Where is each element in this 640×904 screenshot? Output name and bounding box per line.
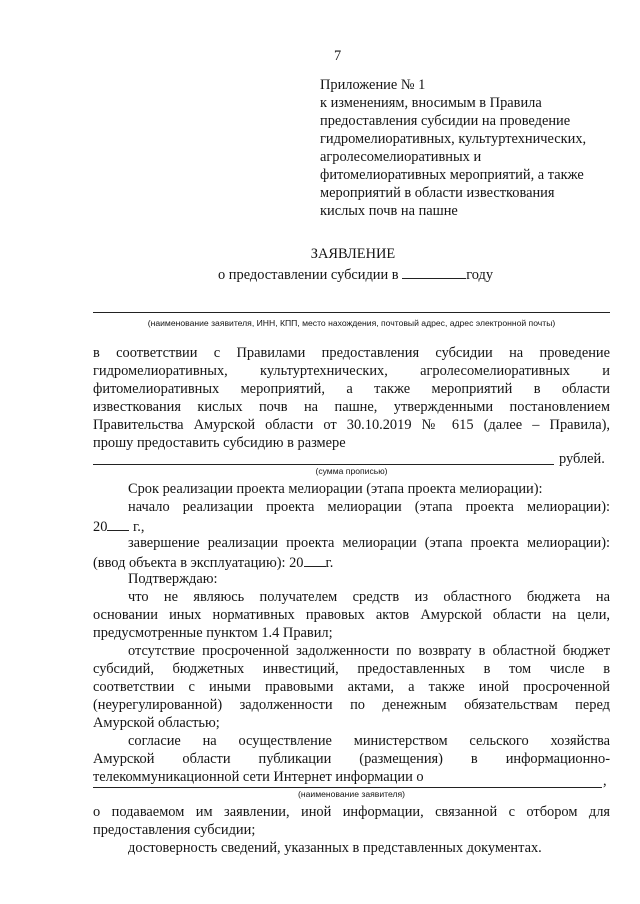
appendix-line: к изменениям, вносимым в Правила [320,95,542,111]
start-year-suffix: г., [133,519,145,535]
term-end: завершение реализации проекта мелиорации (этапа проекта мелиорации): [128,535,610,551]
term-heading: Срок реализации проекта мелиорации (этапа проекта мелиорации): [128,481,543,497]
subtitle-year-word: году [466,267,494,283]
appendix-line: кислых почв на пашне [320,203,458,219]
confirm-item-1 [93,588,610,642]
reliability-line: достоверность сведений, указанных в представленных документах. [128,840,542,856]
confirm1-line: что не являюсь получателем средств из областного бюджета на [128,589,610,605]
applicant-line [93,312,610,313]
currency-label: рублей. [559,451,605,467]
confirm3-line: телекоммуникационной сети Интернет информации о [93,769,424,785]
intro-line: в соответствии с Правилами предоставления субсидии на проведение [93,345,610,361]
intro-paragraph [93,344,610,452]
end-year-prefix: (ввод объекта в эксплуатацию): 20 [93,555,304,571]
appendix-block [320,76,586,220]
intro-line: прошу предоставить субсидию в размере [93,435,346,451]
applicant-caption: (наименование заявителя, ИНН, КПП, место нахождения, почтовый адрес, адрес электронной почты) [147,318,556,328]
appendix-line: предоставления субсидии на проведение [320,113,571,129]
confirm2-line: отсутствие просроченной задолженности по возврату в областной бюджет [128,643,610,659]
confirm2-line: Амурской областью; [93,715,220,731]
confirm1-line: предусмотренные пунктом 1.4 Правил; [93,625,333,641]
amount-caption: (сумма прописью) [315,466,388,476]
confirm-item-3 [93,732,610,786]
term-end-year [93,552,333,572]
intro-line: фитомелиоративных мероприятий, а также мероприятий в области [93,381,610,397]
appendix-line: гидромелиоративных, культуртехнических, [320,131,587,147]
confirm-item-2 [93,642,610,732]
subtitle-text: о предоставлении субсидии в [218,267,399,283]
confirm2-line: субсидий, бюджетных инвестиций, предоставленных в том числе в [93,661,610,677]
confirm-heading: Подтверждаю: [128,571,218,587]
start-year-prefix: 20 [93,519,108,535]
confirm3-line: Амурской области публикации (размещения) в информационно- [93,751,610,767]
after-name-line: о подаваемом им заявлении, иной информации, связанной с отбором для [93,804,610,820]
document-subtitle [218,264,493,284]
end-year-blank [304,552,326,567]
confirm2-line: (неурегулированной) задолженности по денежным обязательствам перед [93,697,610,713]
applicant-name-caption: (наименование заявителя) [298,789,405,799]
start-year-blank [107,516,129,531]
document-title: ЗАЯВЛЕНИЕ [310,246,396,262]
appendix-line: фитомелиоративных мероприятий, а также [320,167,584,183]
after-name-paragraph [93,803,610,839]
amount-line [93,464,554,465]
comma-mark: , [603,773,607,789]
intro-line: Правительства Амурской области от 30.10.2019 № 615 (далее – Правила), [93,417,610,433]
after-name-line: предоставления субсидии; [93,822,256,838]
page-number: 7 [334,48,342,64]
term-start: начало реализации проекта мелиорации (этапа проекта мелиорации): [128,499,610,515]
confirm3-line: согласие на осуществление министерством сельского хозяйства [128,733,610,749]
appendix-line: агролесомелиоративных и [320,149,482,165]
year-blank [402,264,466,279]
confirm2-line: соответствии с иными правовыми актами, а также иной просроченной [93,679,610,695]
appendix-line: мероприятий в области известкования [320,185,555,201]
appendix-line: Приложение № 1 [320,77,426,93]
end-year-suffix: г. [325,555,334,571]
confirm1-line: основании иных нормативных правовых актов Амурской области на цели, [93,607,610,623]
intro-line: известкования кислых почв на пашне, утвержденными постановлением [93,399,610,415]
term-start-year [93,516,144,536]
applicant-name-line [93,787,602,788]
intro-line: гидромелиоративных, культуртехнических, агролесомелиоративных и [93,363,610,379]
